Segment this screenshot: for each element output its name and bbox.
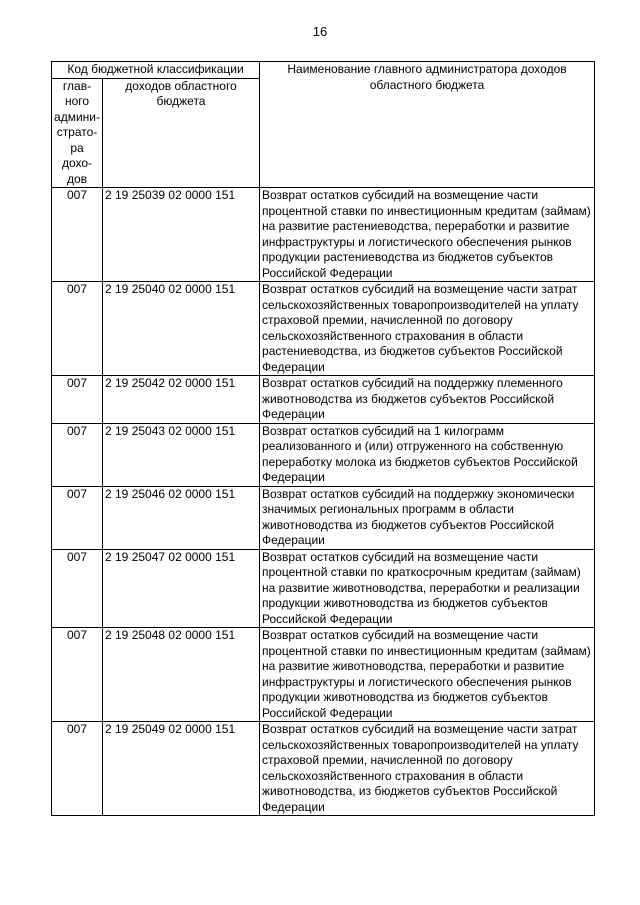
header-chief-administrator: глав- ного админи- страто- ра дохо- дов — [52, 78, 103, 188]
income-name-cell: Возврат остатков субсидий на возмещение части процентной ставки по инвестиционным кредитам (займам) на развитие растениеводства, переработки и развитие инфраструктуры и логистического обеспечения рынков продукции растениеводства из бюджетов субъектов Российской Федерации — [260, 188, 595, 282]
admin-code-cell: 007 — [52, 423, 103, 486]
admin-code-cell: 007 — [52, 628, 103, 722]
income-name-cell: Возврат остатков субсидий на поддержку экономически значимых региональных программ в области животноводства из бюджетов субъектов Российской Федерации — [260, 486, 595, 549]
admin-code-cell: 007 — [52, 376, 103, 424]
page-number: 16 — [312, 24, 328, 39]
income-name-cell: Возврат остатков субсидий на 1 килограмм реализованного и (или) отгруженного на собственную переработку молока из бюджетов субъектов Российской Федерации — [260, 423, 595, 486]
table-header — [52, 62, 595, 188]
income-name-cell: Возврат остатков субсидий на возмещение части затрат сельскохозяйственных товаропроизводителей на уплату страховой премии, начисленной по договору сельскохозяйственного страхования в области растениеводства, из бюджетов субъектов Российской Федерации — [260, 282, 595, 376]
classification-code-cell: 2 19 25047 02 0000 151 — [103, 549, 260, 628]
header-regional-budget-income: доходов областного бюджета — [103, 78, 260, 188]
table-row — [52, 549, 595, 628]
table-row — [52, 722, 595, 816]
classification-code-cell: 2 19 25042 02 0000 151 — [103, 376, 260, 424]
table-body — [52, 188, 595, 816]
budget-classification-table — [51, 61, 595, 816]
classification-code-cell: 2 19 25048 02 0000 151 — [103, 628, 260, 722]
table-row — [52, 282, 595, 376]
income-name-cell: Возврат остатков субсидий на возмещение части процентной ставки по краткосрочным кредитам (займам) на развитие животноводства, переработки и реализации продукции животноводства из бюджетов субъектов Российской Федерации — [260, 549, 595, 628]
table-row — [52, 423, 595, 486]
income-name-cell: Возврат остатков субсидий на возмещение части процентной ставки по инвестиционным кредитам (займам) на развитие животноводства, переработки и развитие инфраструктуры и логистического обеспечения рынков продукции животноводства из бюджетов субъектов Российской Федерации — [260, 628, 595, 722]
table-row — [52, 486, 595, 549]
admin-code-cell: 007 — [52, 549, 103, 628]
header-budget-classification-code: Код бюджетной классификации — [52, 62, 260, 79]
classification-code-cell: 2 19 25046 02 0000 151 — [103, 486, 260, 549]
table-row — [52, 188, 595, 282]
classification-code-cell: 2 19 25040 02 0000 151 — [103, 282, 260, 376]
classification-code-cell: 2 19 25043 02 0000 151 — [103, 423, 260, 486]
admin-code-cell: 007 — [52, 188, 103, 282]
header-administrator-name: Наименование главного администратора доходов областного бюджета — [260, 62, 595, 188]
admin-code-cell: 007 — [52, 282, 103, 376]
table-row — [52, 628, 595, 722]
classification-code-cell: 2 19 25039 02 0000 151 — [103, 188, 260, 282]
header-row-group — [52, 62, 595, 79]
admin-code-cell: 007 — [52, 486, 103, 549]
income-name-cell: Возврат остатков субсидий на возмещение части затрат сельскохозяйственных товаропроизводителей на уплату страховой премии, начисленной по договору сельскохозяйственного страхования в области животноводства, из бюджетов субъектов Российской Федерации — [260, 722, 595, 816]
classification-code-cell: 2 19 25049 02 0000 151 — [103, 722, 260, 816]
admin-code-cell: 007 — [52, 722, 103, 816]
income-name-cell: Возврат остатков субсидий на поддержку племенного животноводства из бюджетов субъектов Российской Федерации — [260, 376, 595, 424]
table-row — [52, 376, 595, 424]
